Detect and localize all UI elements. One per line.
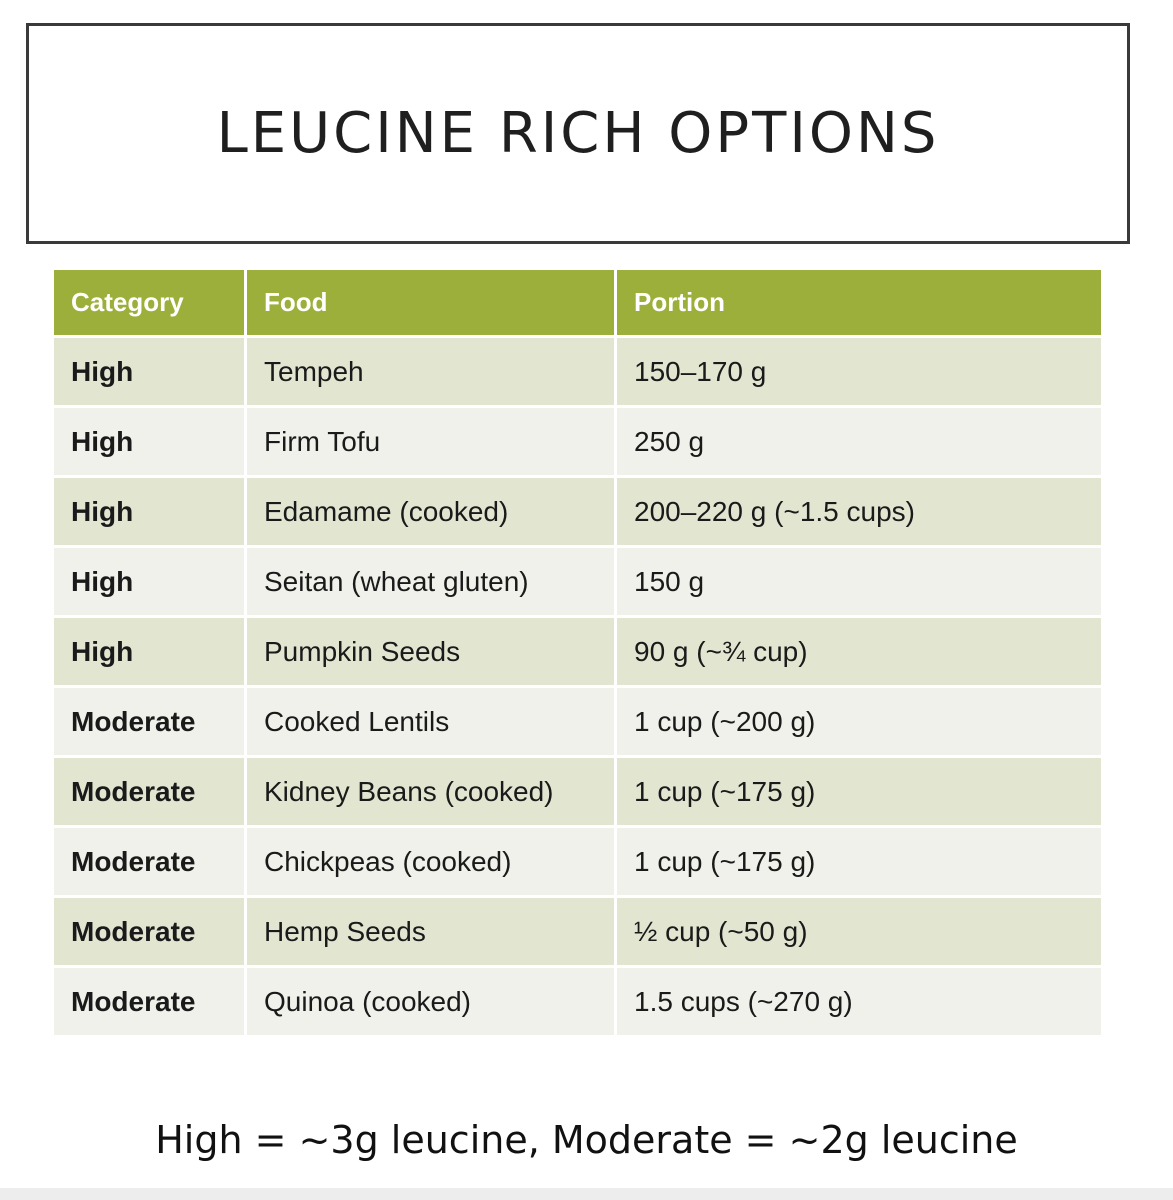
food-cell: Edamame (cooked) <box>247 478 617 548</box>
food-cell: Tempeh <box>247 338 617 408</box>
category-cell: High <box>54 548 247 618</box>
table-row <box>54 478 1101 548</box>
category-cell: Moderate <box>54 968 247 1038</box>
food-cell: Hemp Seeds <box>247 898 617 968</box>
table-row <box>54 968 1101 1038</box>
food-cell: Pumpkin Seeds <box>247 618 617 688</box>
portion-cell: ½ cup (~50 g) <box>617 898 1101 968</box>
table-row <box>54 338 1101 408</box>
food-cell: Seitan (wheat gluten) <box>247 548 617 618</box>
table-row <box>54 618 1101 688</box>
food-cell: Cooked Lentils <box>247 688 617 758</box>
category-cell: High <box>54 478 247 548</box>
table-row <box>54 408 1101 478</box>
food-cell: Firm Tofu <box>247 408 617 478</box>
food-cell: Chickpeas (cooked) <box>247 828 617 898</box>
table-row <box>54 898 1101 968</box>
category-cell: High <box>54 618 247 688</box>
category-cell: Moderate <box>54 688 247 758</box>
header-category: Category <box>54 270 247 338</box>
food-cell: Quinoa (cooked) <box>247 968 617 1038</box>
table-row <box>54 758 1101 828</box>
category-cell: High <box>54 408 247 478</box>
category-cell: Moderate <box>54 898 247 968</box>
table-row <box>54 548 1101 618</box>
title-box <box>26 23 1130 244</box>
table-row <box>54 688 1101 758</box>
portion-cell: 1 cup (~200 g) <box>617 688 1101 758</box>
category-cell: High <box>54 338 247 408</box>
category-cell: Moderate <box>54 828 247 898</box>
header-portion: Portion <box>617 270 1101 338</box>
page-title: LEUCINE RICH OPTIONS <box>216 101 940 166</box>
header-food: Food <box>247 270 617 338</box>
table-row <box>54 828 1101 898</box>
food-cell: Kidney Beans (cooked) <box>247 758 617 828</box>
portion-cell: 150–170 g <box>617 338 1101 408</box>
portion-cell: 90 g (~¾ cup) <box>617 618 1101 688</box>
portion-cell: 200–220 g (~1.5 cups) <box>617 478 1101 548</box>
category-cell: Moderate <box>54 758 247 828</box>
bottom-strip <box>0 1188 1173 1200</box>
leucine-table <box>54 270 1101 1038</box>
table-header-row <box>54 270 1101 338</box>
portion-cell: 250 g <box>617 408 1101 478</box>
portion-cell: 1 cup (~175 g) <box>617 758 1101 828</box>
footnote: High = ~3g leucine, Moderate = ~2g leucine <box>155 1118 1018 1162</box>
portion-cell: 1 cup (~175 g) <box>617 828 1101 898</box>
portion-cell: 150 g <box>617 548 1101 618</box>
portion-cell: 1.5 cups (~270 g) <box>617 968 1101 1038</box>
